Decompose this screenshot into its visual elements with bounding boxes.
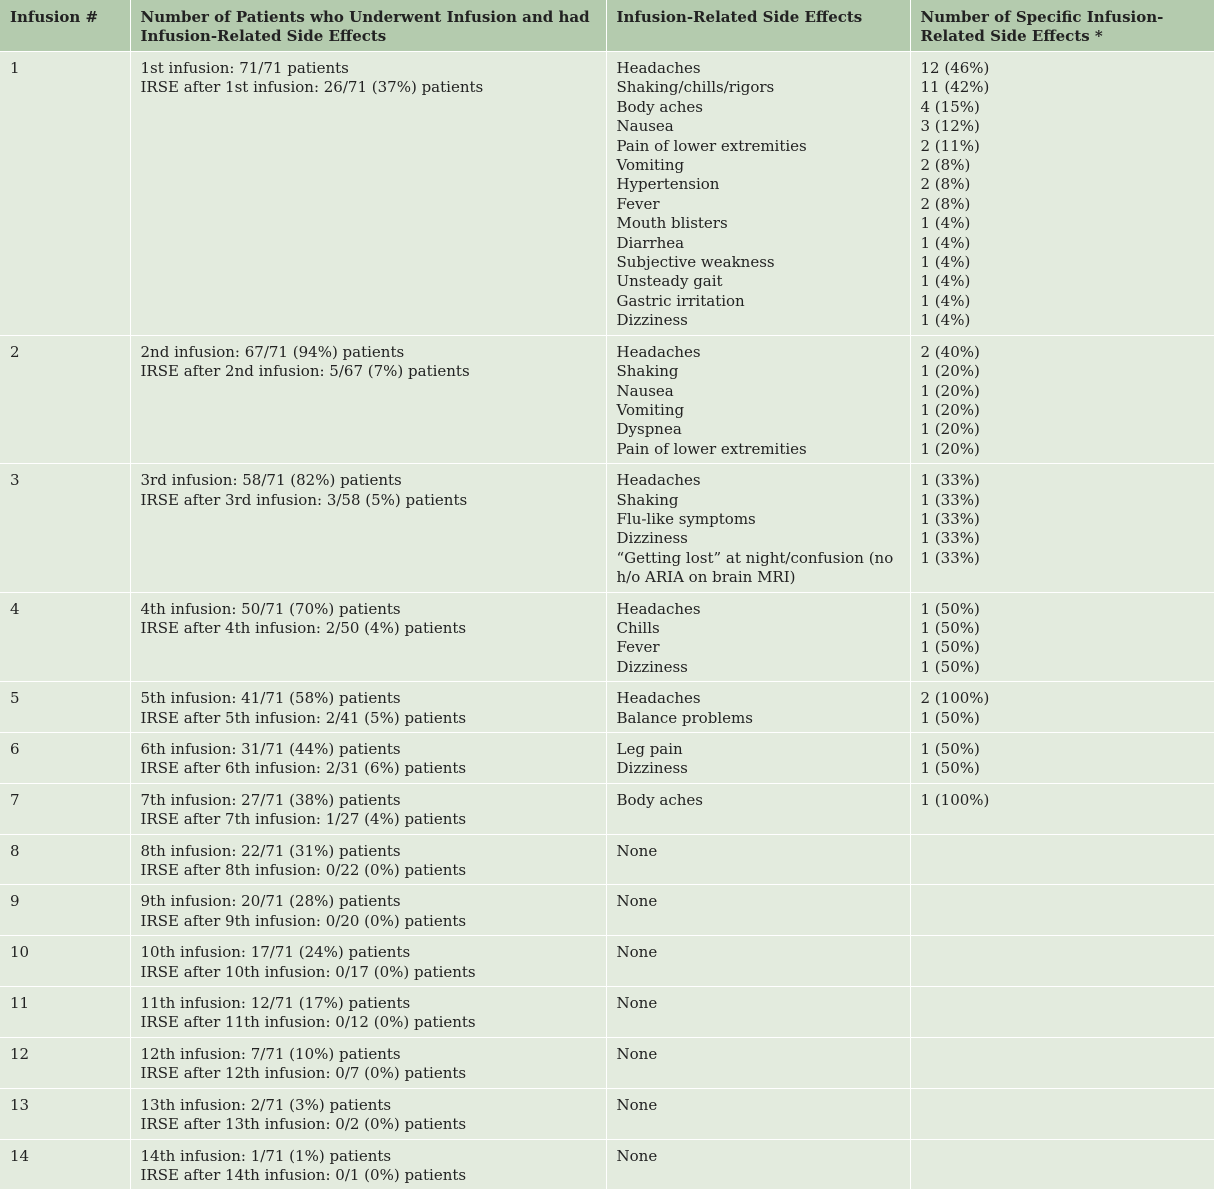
effect-count-item: 1 (50%) bbox=[920, 618, 980, 637]
effect-count-cell bbox=[910, 335, 1214, 463]
effect-count-item: 1 (20%) bbox=[920, 420, 980, 439]
effect-count-item: 1 (4%) bbox=[920, 253, 971, 272]
patients-cell bbox=[130, 1139, 606, 1190]
effect-count-item: 1 (50%) bbox=[920, 657, 980, 676]
side-effect-item: Shaking/chills/rigors bbox=[616, 78, 775, 97]
patients-line: IRSE after 14th infusion: 0/1 (0%) patients bbox=[140, 1165, 467, 1184]
infusion-number-cell: 7 bbox=[0, 783, 130, 834]
side-effect-item: Chills bbox=[616, 618, 660, 637]
side-effect-item: Mouth blisters bbox=[616, 214, 728, 233]
patients-line: IRSE after 3rd infusion: 3/58 (5%) patients bbox=[140, 490, 468, 509]
patients-line: IRSE after 10th infusion: 0/17 (0%) patients bbox=[140, 962, 476, 981]
effect-count-item: 1 (20%) bbox=[920, 439, 980, 458]
infusion-number-cell: 13 bbox=[0, 1088, 130, 1139]
effect-count-item: 1 (33%) bbox=[920, 509, 980, 528]
side-effect-item: None bbox=[616, 1044, 658, 1063]
patients-line: IRSE after 11th infusion: 0/12 (0%) patients bbox=[140, 1013, 476, 1032]
patients-cell bbox=[130, 733, 606, 784]
table-row bbox=[0, 1139, 1214, 1190]
patients-line: IRSE after 9th infusion: 0/20 (0%) patients bbox=[140, 911, 467, 930]
side-effect-item: Shaking bbox=[616, 362, 679, 381]
patients-line: IRSE after 1st infusion: 26/71 (37%) patients bbox=[140, 78, 484, 97]
table-row bbox=[0, 936, 1214, 987]
table-row bbox=[0, 1037, 1214, 1088]
patients-line: 7th infusion: 27/71 (38%) patients bbox=[140, 790, 401, 809]
infusion-number-cell: 2 bbox=[0, 335, 130, 463]
header-infusion-number: Infusion # bbox=[0, 0, 130, 52]
patients-line: 11th infusion: 12/71 (17%) patients bbox=[140, 994, 411, 1013]
side-effects-cell bbox=[606, 52, 910, 336]
patients-cell bbox=[130, 936, 606, 987]
patients-line: 4th infusion: 50/71 (70%) patients bbox=[140, 599, 401, 618]
side-effect-item: Body aches bbox=[616, 790, 703, 809]
patients-line: IRSE after 5th infusion: 2/41 (5%) patients bbox=[140, 708, 467, 727]
patients-line: 1st infusion: 71/71 patients bbox=[140, 59, 349, 77]
effect-count-cell bbox=[910, 783, 1214, 834]
side-effect-item: Headaches bbox=[616, 599, 701, 618]
effect-count-cell bbox=[910, 733, 1214, 784]
side-effect-item: Unsteady gait bbox=[616, 272, 723, 291]
effect-count-item: 2 (8%) bbox=[920, 156, 971, 175]
side-effect-item: “Getting lost” at night/confusion (no h/o ARIA on brain MRI) bbox=[616, 548, 894, 587]
side-effect-item: Leg pain bbox=[616, 740, 683, 758]
effect-count-item: 1 (50%) bbox=[920, 599, 980, 618]
side-effect-item: None bbox=[616, 1146, 658, 1165]
patients-cell bbox=[130, 885, 606, 936]
effect-count-item: 1 (33%) bbox=[920, 529, 980, 548]
effect-count-item: 1 (4%) bbox=[920, 214, 971, 233]
patients-line: 2nd infusion: 67/71 (94%) patients bbox=[140, 342, 405, 361]
side-effect-item: Fever bbox=[616, 638, 660, 657]
side-effect-item: None bbox=[616, 841, 658, 860]
side-effects-cell bbox=[606, 1037, 910, 1088]
effect-count-cell bbox=[910, 592, 1214, 682]
side-effects-cell bbox=[606, 335, 910, 463]
header-row bbox=[0, 0, 1214, 52]
patients-line: 10th infusion: 17/71 (24%) patients bbox=[140, 943, 411, 962]
side-effect-item: Balance problems bbox=[616, 708, 753, 727]
effect-count-item: 1 (4%) bbox=[920, 291, 971, 310]
effect-count-item: 1 (4%) bbox=[920, 272, 971, 291]
side-effect-item: Vomiting bbox=[616, 156, 685, 175]
infusion-number-cell: 8 bbox=[0, 834, 130, 885]
side-effect-item: Dizziness bbox=[616, 657, 688, 676]
effect-count-item: 1 (20%) bbox=[920, 381, 980, 400]
table-body bbox=[0, 52, 1214, 1190]
table-row bbox=[0, 834, 1214, 885]
infusion-number-cell: 3 bbox=[0, 464, 130, 592]
side-effects-cell bbox=[606, 885, 910, 936]
side-effect-item: Subjective weakness bbox=[616, 253, 775, 272]
side-effect-item: Headaches bbox=[616, 689, 701, 708]
effect-count-item: 2 (100%) bbox=[920, 689, 990, 708]
side-effects-cell bbox=[606, 936, 910, 987]
effect-count-cell bbox=[910, 936, 1214, 987]
side-effect-item: Headaches bbox=[616, 342, 701, 361]
side-effect-item: Diarrhea bbox=[616, 233, 685, 252]
side-effect-item: Nausea bbox=[616, 117, 674, 136]
effect-count-cell bbox=[910, 464, 1214, 592]
effect-count-item: 12 (46%) bbox=[920, 59, 990, 77]
patients-line: 5th infusion: 41/71 (58%) patients bbox=[140, 689, 401, 708]
side-effect-item: Gastric irritation bbox=[616, 291, 745, 310]
effect-count-item: 1 (50%) bbox=[920, 638, 980, 657]
side-effect-item: Dizziness bbox=[616, 759, 688, 778]
effect-count-cell bbox=[910, 52, 1214, 336]
effect-count-item: 3 (12%) bbox=[920, 117, 980, 136]
table-row bbox=[0, 783, 1214, 834]
effect-count-item: 1 (100%) bbox=[920, 790, 990, 809]
effect-count-item: 1 (50%) bbox=[920, 759, 980, 778]
patients-cell bbox=[130, 783, 606, 834]
effect-count-item: 1 (4%) bbox=[920, 311, 971, 330]
side-effects-cell bbox=[606, 464, 910, 592]
patients-cell bbox=[130, 987, 606, 1038]
patients-line: 3rd infusion: 58/71 (82%) patients bbox=[140, 471, 402, 490]
infusion-number-cell: 1 bbox=[0, 52, 130, 336]
effect-count-item: 1 (50%) bbox=[920, 708, 980, 727]
side-effect-item: Shaking bbox=[616, 490, 679, 509]
patients-line: IRSE after 4th infusion: 2/50 (4%) patients bbox=[140, 618, 467, 637]
patients-line: IRSE after 8th infusion: 0/22 (0%) patients bbox=[140, 861, 467, 880]
patients-cell bbox=[130, 464, 606, 592]
side-effect-item: Dyspnea bbox=[616, 420, 682, 439]
side-effect-item: None bbox=[616, 943, 658, 962]
infusion-number-cell: 10 bbox=[0, 936, 130, 987]
side-effects-cell bbox=[606, 592, 910, 682]
patients-cell bbox=[130, 52, 606, 336]
side-effect-item: Headaches bbox=[616, 59, 701, 77]
side-effect-item: None bbox=[616, 994, 658, 1013]
patients-cell bbox=[130, 1037, 606, 1088]
side-effects-cell bbox=[606, 834, 910, 885]
patients-line: 14th infusion: 1/71 (1%) patients bbox=[140, 1146, 392, 1165]
side-effect-item: None bbox=[616, 892, 658, 911]
side-effects-cell bbox=[606, 987, 910, 1038]
patients-line: IRSE after 13th infusion: 0/2 (0%) patients bbox=[140, 1115, 467, 1134]
side-effects-cell bbox=[606, 733, 910, 784]
patients-line: IRSE after 7th infusion: 1/27 (4%) patients bbox=[140, 810, 467, 829]
table-row bbox=[0, 733, 1214, 784]
side-effects-cell bbox=[606, 783, 910, 834]
patients-cell bbox=[130, 1088, 606, 1139]
effect-count-item: 2 (11%) bbox=[920, 136, 980, 155]
side-effect-item: Body aches bbox=[616, 97, 703, 116]
table-row bbox=[0, 464, 1214, 592]
effect-count-item: 2 (8%) bbox=[920, 175, 971, 194]
patients-line: IRSE after 12th infusion: 0/7 (0%) patients bbox=[140, 1064, 467, 1083]
side-effect-item: Headaches bbox=[616, 471, 701, 490]
side-effects-cell bbox=[606, 1088, 910, 1139]
side-effect-item: Fever bbox=[616, 194, 660, 213]
effect-count-item: 2 (8%) bbox=[920, 194, 971, 213]
effect-count-item: 1 (33%) bbox=[920, 471, 980, 490]
patients-cell bbox=[130, 592, 606, 682]
infusion-number-cell: 6 bbox=[0, 733, 130, 784]
patients-line: 9th infusion: 20/71 (28%) patients bbox=[140, 892, 401, 911]
effect-count-item: 2 (40%) bbox=[920, 342, 980, 361]
infusion-number-cell: 14 bbox=[0, 1139, 130, 1190]
side-effect-item: Pain of lower extremities bbox=[616, 136, 807, 155]
effect-count-item: 1 (50%) bbox=[920, 740, 980, 758]
patients-line: IRSE after 2nd infusion: 5/67 (7%) patients bbox=[140, 362, 470, 381]
infusion-number-cell: 12 bbox=[0, 1037, 130, 1088]
side-effect-item: Pain of lower extremities bbox=[616, 439, 807, 458]
infusion-number-cell: 9 bbox=[0, 885, 130, 936]
patients-cell bbox=[130, 834, 606, 885]
effect-count-cell bbox=[910, 885, 1214, 936]
table-header bbox=[0, 0, 1214, 52]
side-effect-item: Flu-like symptoms bbox=[616, 509, 756, 528]
infusion-number-cell: 11 bbox=[0, 987, 130, 1038]
header-effect-counts: Number of Specific Infusion-Related Side Effects * bbox=[910, 0, 1214, 52]
effect-count-item: 1 (20%) bbox=[920, 400, 980, 419]
effect-count-cell bbox=[910, 987, 1214, 1038]
patients-cell bbox=[130, 682, 606, 733]
table-row bbox=[0, 885, 1214, 936]
effect-count-item: 4 (15%) bbox=[920, 97, 980, 116]
patients-line: 12th infusion: 7/71 (10%) patients bbox=[140, 1044, 401, 1063]
infusion-number-cell: 4 bbox=[0, 592, 130, 682]
side-effect-item: Vomiting bbox=[616, 400, 685, 419]
patients-cell bbox=[130, 335, 606, 463]
effect-count-cell bbox=[910, 834, 1214, 885]
effect-count-item: 1 (20%) bbox=[920, 362, 980, 381]
table-row bbox=[0, 987, 1214, 1038]
patients-line: 8th infusion: 22/71 (31%) patients bbox=[140, 841, 401, 860]
effect-count-cell bbox=[910, 1037, 1214, 1088]
effect-count-item: 1 (4%) bbox=[920, 233, 971, 252]
side-effects-cell bbox=[606, 682, 910, 733]
side-effects-cell bbox=[606, 1139, 910, 1190]
table-row bbox=[0, 592, 1214, 682]
table-row bbox=[0, 1088, 1214, 1139]
side-effect-item: None bbox=[616, 1095, 658, 1114]
table-row bbox=[0, 335, 1214, 463]
header-patients: Number of Patients who Underwent Infusion and had Infusion-Related Side Effects bbox=[130, 0, 606, 52]
side-effect-item: Dizziness bbox=[616, 529, 688, 548]
table-row bbox=[0, 682, 1214, 733]
effect-count-cell bbox=[910, 1088, 1214, 1139]
table-row bbox=[0, 52, 1214, 336]
side-effect-item: Nausea bbox=[616, 381, 674, 400]
infusion-number-cell: 5 bbox=[0, 682, 130, 733]
patients-line: IRSE after 6th infusion: 2/31 (6%) patients bbox=[140, 759, 467, 778]
patients-line: 13th infusion: 2/71 (3%) patients bbox=[140, 1095, 392, 1114]
effect-count-cell bbox=[910, 1139, 1214, 1190]
side-effect-item: Hypertension bbox=[616, 175, 720, 194]
effect-count-cell bbox=[910, 682, 1214, 733]
patients-line: 6th infusion: 31/71 (44%) patients bbox=[140, 740, 401, 758]
side-effect-item: Dizziness bbox=[616, 311, 688, 330]
effect-count-item: 1 (33%) bbox=[920, 490, 980, 509]
header-side-effects: Infusion-Related Side Effects bbox=[606, 0, 910, 52]
effect-count-item: 11 (42%) bbox=[920, 78, 990, 97]
effect-count-item: 1 (33%) bbox=[920, 548, 980, 567]
